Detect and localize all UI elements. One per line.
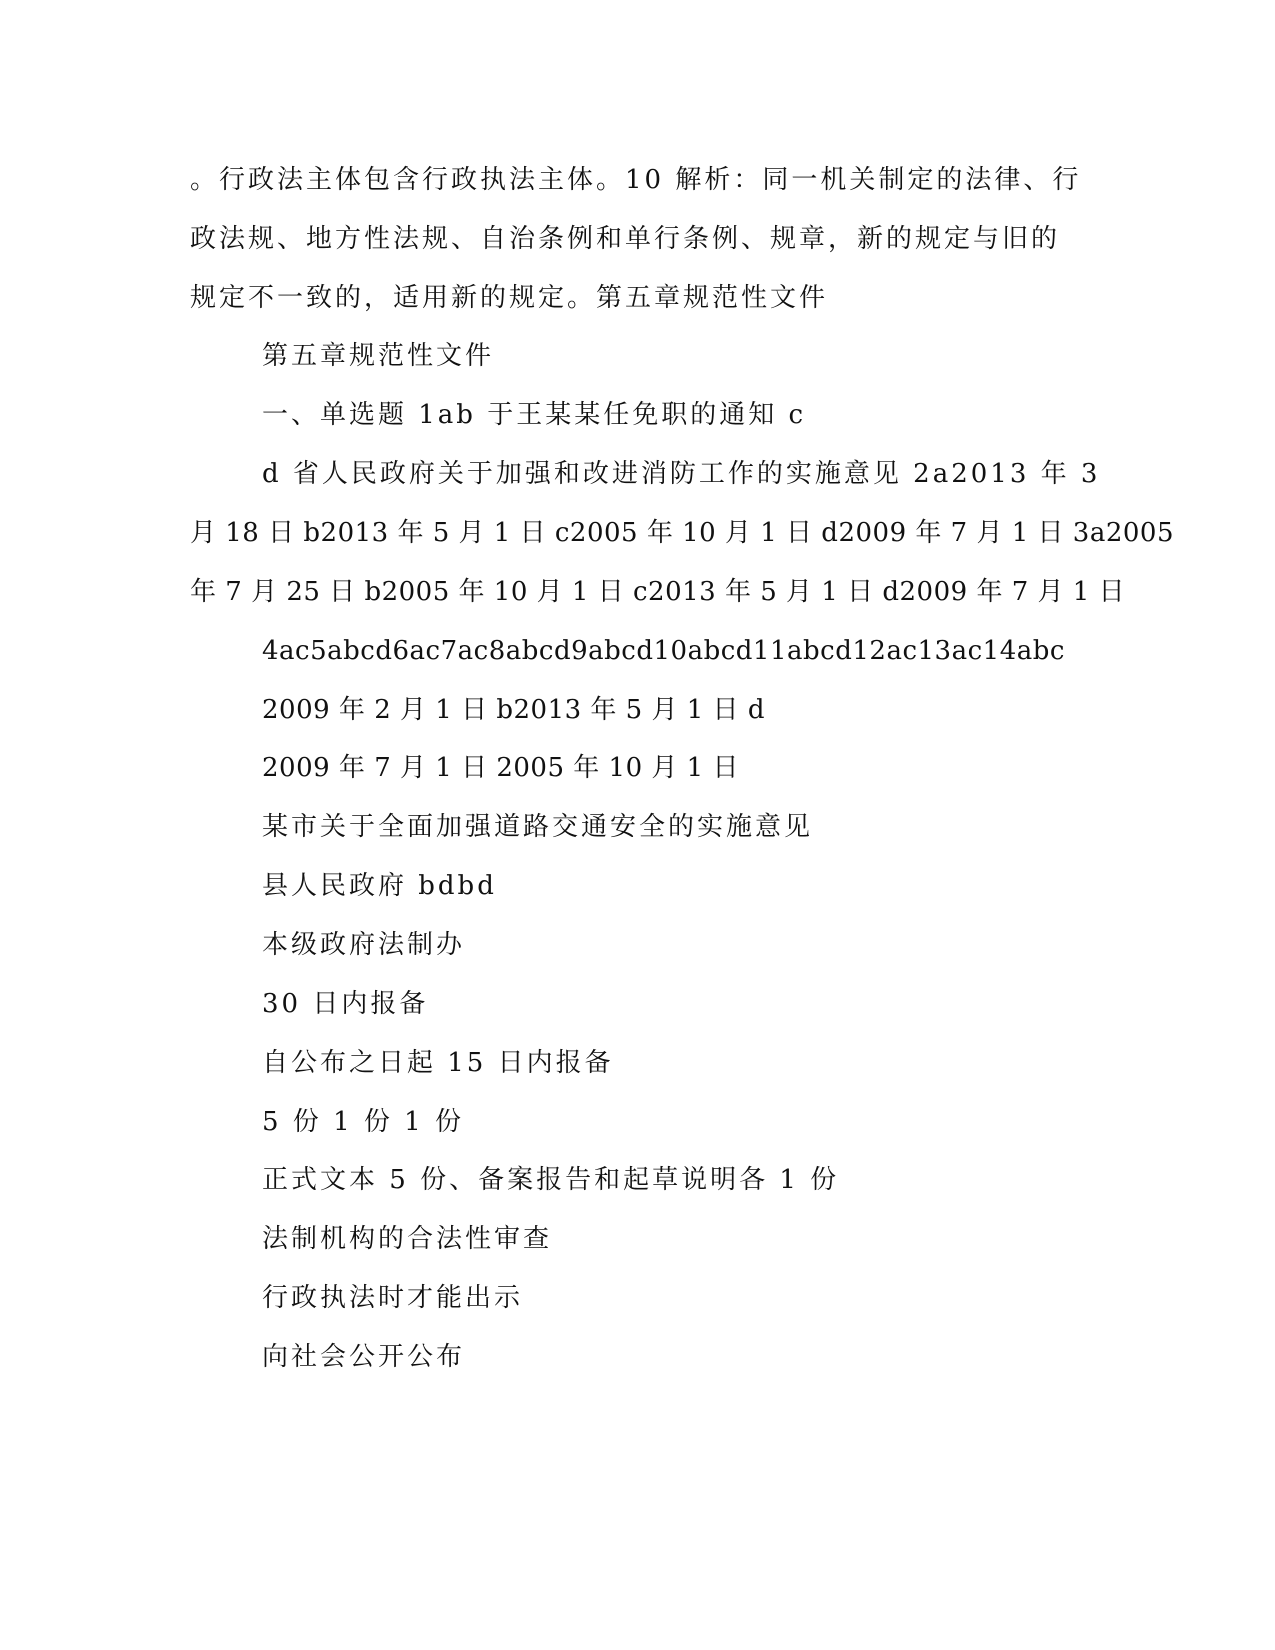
text-line-13: 县人民政府 bdbd [262, 871, 497, 901]
text-line-15: 30 日内报备 [262, 989, 429, 1019]
text-line-11: 2009 年 7 月 1 日 2005 年 10 月 1 日 [262, 753, 739, 783]
text-line-18: 正式文本 5 份、备案报告和起草说明各 1 份 [262, 1165, 840, 1195]
answer-key-line: 4ac5abcd6ac7ac8abcd9abcd10abcd11abcd12ac13ac14abc [262, 636, 1065, 666]
text-line-1: 。行政法主体包含行政执法主体。10 解析：同一机关制定的法律、行 [190, 165, 1082, 195]
text-line-3: 规定不一致的，适用新的规定。第五章规范性文件 [190, 283, 829, 313]
text-line-6: d 省人民政府关于加强和改进消防工作的实施意见 2a2013 年 3 [262, 459, 1101, 489]
section-heading: 一、单选题 1ab 于王某某任免职的通知 c [262, 400, 807, 430]
text-line-14: 本级政府法制办 [262, 930, 466, 960]
text-line-20: 行政执法时才能出示 [262, 1283, 524, 1313]
text-line-17: 5 份 1 份 1 份 [262, 1107, 464, 1137]
text-line-16: 自公布之日起 15 日内报备 [262, 1048, 614, 1078]
text-line-8: 年 7 月 25 日 b2005 年 10 月 1 日 c2013 年 5 月 1 日 d2009 年 7 月 1 日 [190, 577, 1126, 607]
text-line-2: 政法规、地方性法规、自治条例和单行条例、规章，新的规定与旧的 [190, 224, 1061, 254]
text-line-12: 某市关于全面加强道路交通安全的实施意见 [262, 812, 814, 842]
text-line-10: 2009 年 2 月 1 日 b2013 年 5 月 1 日 d [262, 695, 765, 725]
text-line-19: 法制机构的合法性审查 [262, 1224, 553, 1254]
text-line-7: 月 18 日 b2013 年 5 月 1 日 c2005 年 10 月 1 日 d2009 年 7 月 1 日 3a2005 [190, 518, 1174, 548]
chapter-heading: 第五章规范性文件 [262, 341, 495, 371]
text-line-21: 向社会公开公布 [262, 1342, 466, 1372]
